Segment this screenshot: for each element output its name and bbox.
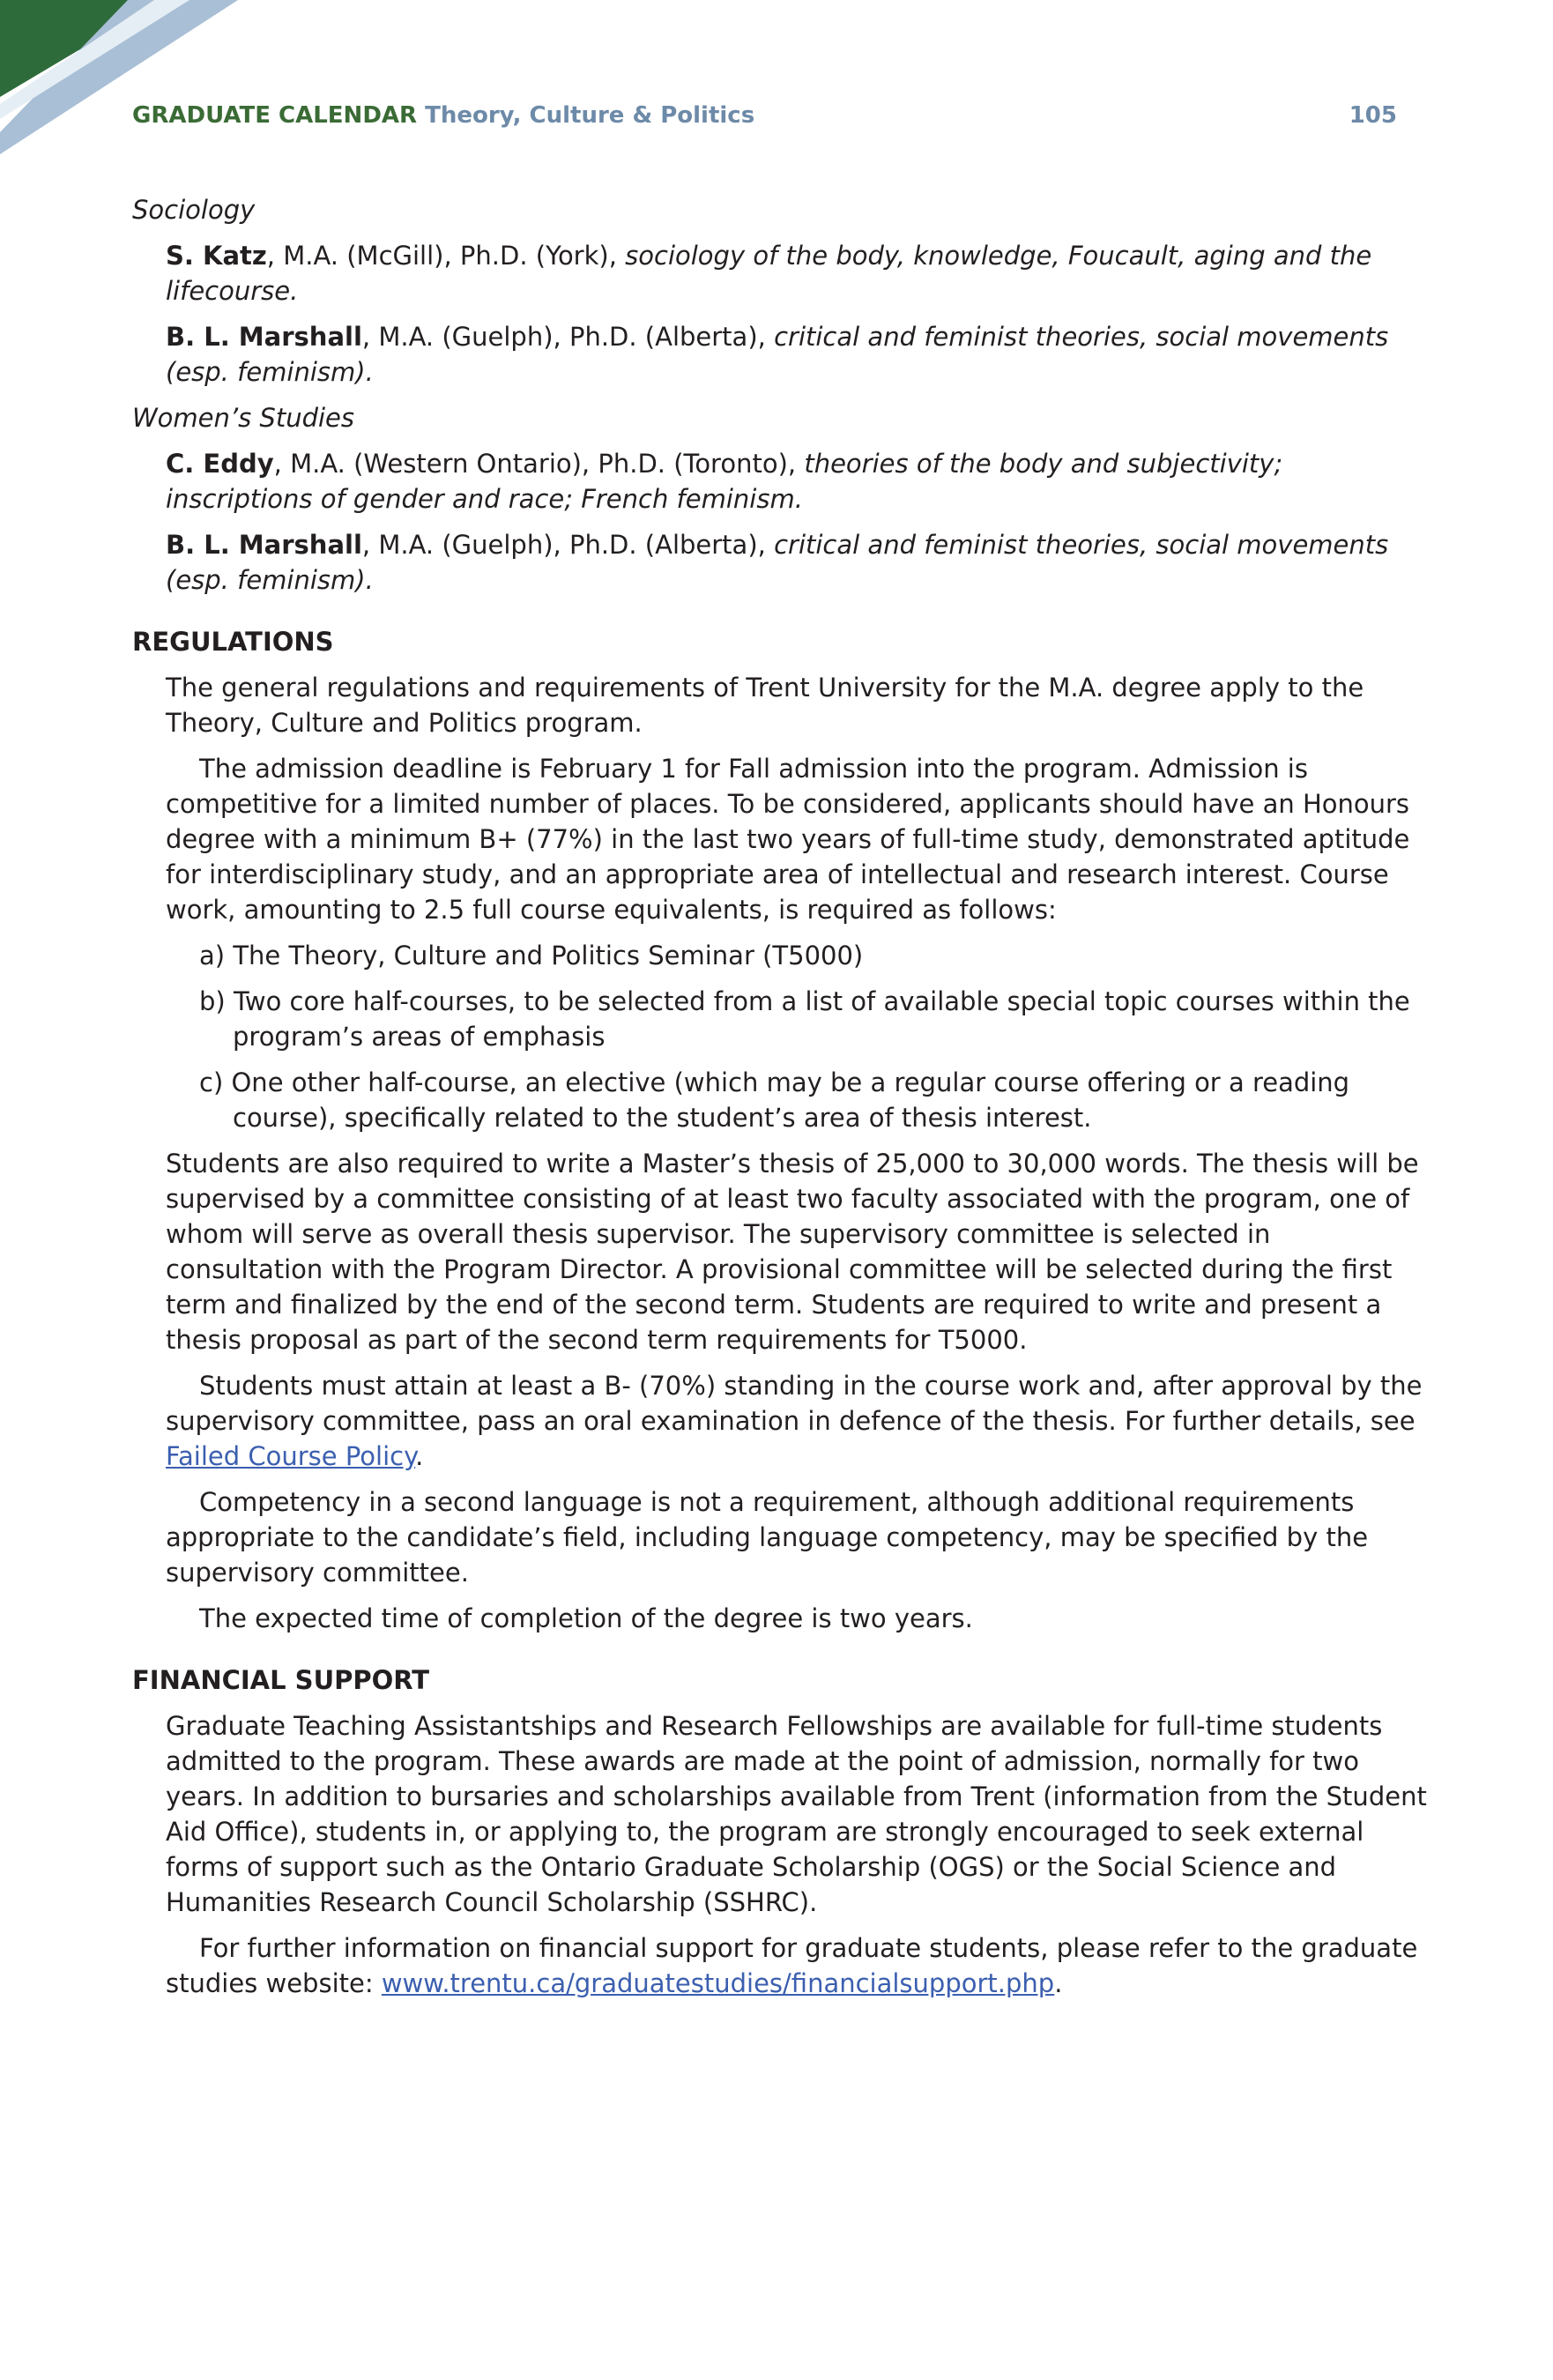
faculty-name: C. Eddy xyxy=(166,449,274,479)
regulations-paragraph: The general regulations and requirements of Trent University for the M.A. degree apply to the Theory, Culture and Politics program. xyxy=(166,673,1364,738)
corner-decoration xyxy=(0,0,264,176)
list-marker: b) xyxy=(199,986,226,1016)
regulations-paragraph: Competency in a second language is not a requirement, although additional requirements appropriate to the candidate’s field, including language competency, may be specified by the supervisory committee. xyxy=(166,1487,1369,1588)
paragraph-text: For further information on financial support for graduate students, please refer to the graduate studies website: xyxy=(166,1933,1418,1998)
calendar-title: GRADUATE CALENDAR xyxy=(132,102,418,129)
financial-support-heading: FINANCIAL SUPPORT xyxy=(132,1665,430,1695)
page-content xyxy=(132,192,1428,2012)
financial-paragraph xyxy=(166,1930,1428,2001)
faculty-name: S. Katz xyxy=(166,241,267,271)
faculty-areas: sociology of the body, knowledge, Foucault, aging and the lifecourse. xyxy=(166,241,1372,306)
regulations-paragraph: The expected time of completion of the degree is two years. xyxy=(199,1603,973,1633)
list-text: The Theory, Culture and Politics Seminar (T5000) xyxy=(233,941,864,971)
faculty-degrees: , M.A. (Guelph), Ph.D. (Alberta), xyxy=(361,530,775,560)
list-marker: a) xyxy=(199,941,226,971)
list-text: Two core half-courses, to be selected from a list of available special topic courses within the program’s areas of emphasis xyxy=(233,986,1410,1052)
faculty-category-womens-studies: Women’s Studies xyxy=(132,403,355,433)
faculty-category-sociology: Sociology xyxy=(132,195,256,225)
faculty-areas: critical and feminist theories, social movements (esp. feminism). xyxy=(166,322,1389,387)
faculty-areas: theories of the body and subjectivity; inscriptions of gender and race; French feminism. xyxy=(166,449,1283,514)
faculty-degrees: , M.A. (McGill), Ph.D. (York), xyxy=(266,241,626,271)
faculty-entry xyxy=(166,446,1428,517)
financial-support-link[interactable]: www.trentu.ca/graduatestudies/financialsupport.php xyxy=(381,1968,1055,1998)
regulations-paragraph: The admission deadline is February 1 for Fall admission into the program. Admission is competitive for a limited number of places. To be considered, applicants should have an Honours degree with a minimum B+ (77%) in the last two years of full-time study, demonstrated aptitude for interdisciplinary study, and an appropriate area of intellectual and research interest. Course work, amounting to 2.5 full course equivalents, is required as follows: xyxy=(166,754,1410,925)
regulations-paragraph xyxy=(166,1368,1428,1474)
paragraph-end: . xyxy=(415,1441,424,1471)
section-title: Theory, Culture & Politics xyxy=(425,102,755,129)
faculty-degrees: , M.A. (Western Ontario), Ph.D. (Toronto), xyxy=(273,449,805,479)
regulations-paragraph: Students are also required to write a Master’s thesis of 25,000 to 30,000 words. The thesis will be supervised by a committee consisting of at least two faculty associated with the program, one of whom will serve as overall thesis supervisor. The supervisory committee is selected in consultation with the Program Director. A provisional committee will be selected during the first term and finalized by the end of the second term. Students are required to write and present a thesis proposal as part of the second term requirements for T5000. xyxy=(166,1149,1419,1355)
failed-course-policy-link[interactable]: Failed Course Policy xyxy=(166,1441,416,1471)
paragraph-end: . xyxy=(1054,1968,1063,1998)
faculty-name: B. L. Marshall xyxy=(166,322,362,352)
list-marker: c) xyxy=(199,1067,224,1097)
page-number: 105 xyxy=(1349,102,1397,129)
paragraph-text: Students must attain at least a B- (70%) standing in the course work and, after approval by the supervisory committee, pass an oral examination in defence of the thesis. For further details, see xyxy=(166,1371,1423,1436)
regulations-heading: REGULATIONS xyxy=(132,627,334,657)
faculty-entry xyxy=(166,238,1428,309)
list-item xyxy=(199,984,1428,1054)
list-item xyxy=(199,938,1428,973)
list-item xyxy=(199,1065,1428,1135)
faculty-name: B. L. Marshall xyxy=(166,530,362,560)
faculty-entry xyxy=(166,527,1428,598)
list-text: One other half-course, an elective (which may be a regular course offering or a reading course), specifically related to the student’s area of thesis interest. xyxy=(231,1067,1350,1133)
page-header xyxy=(132,100,1397,131)
financial-paragraph: Graduate Teaching Assistantships and Research Fellowships are available for full-time students admitted to the program. These awards are made at the point of admission, normally for two years. In addition to bursaries and scholarships available from Trent (information from the Student Aid Office), students in, or applying to, the program are strongly encouraged to seek external forms of support such as the Ontario Graduate Scholarship (OGS) or the Social Science and Humanities Research Council Scholarship (SSHRC). xyxy=(166,1711,1427,1917)
faculty-degrees: , M.A. (Guelph), Ph.D. (Alberta), xyxy=(361,322,775,352)
faculty-entry xyxy=(166,319,1428,390)
faculty-areas: critical and feminist theories, social movements (esp. feminism). xyxy=(166,530,1389,595)
